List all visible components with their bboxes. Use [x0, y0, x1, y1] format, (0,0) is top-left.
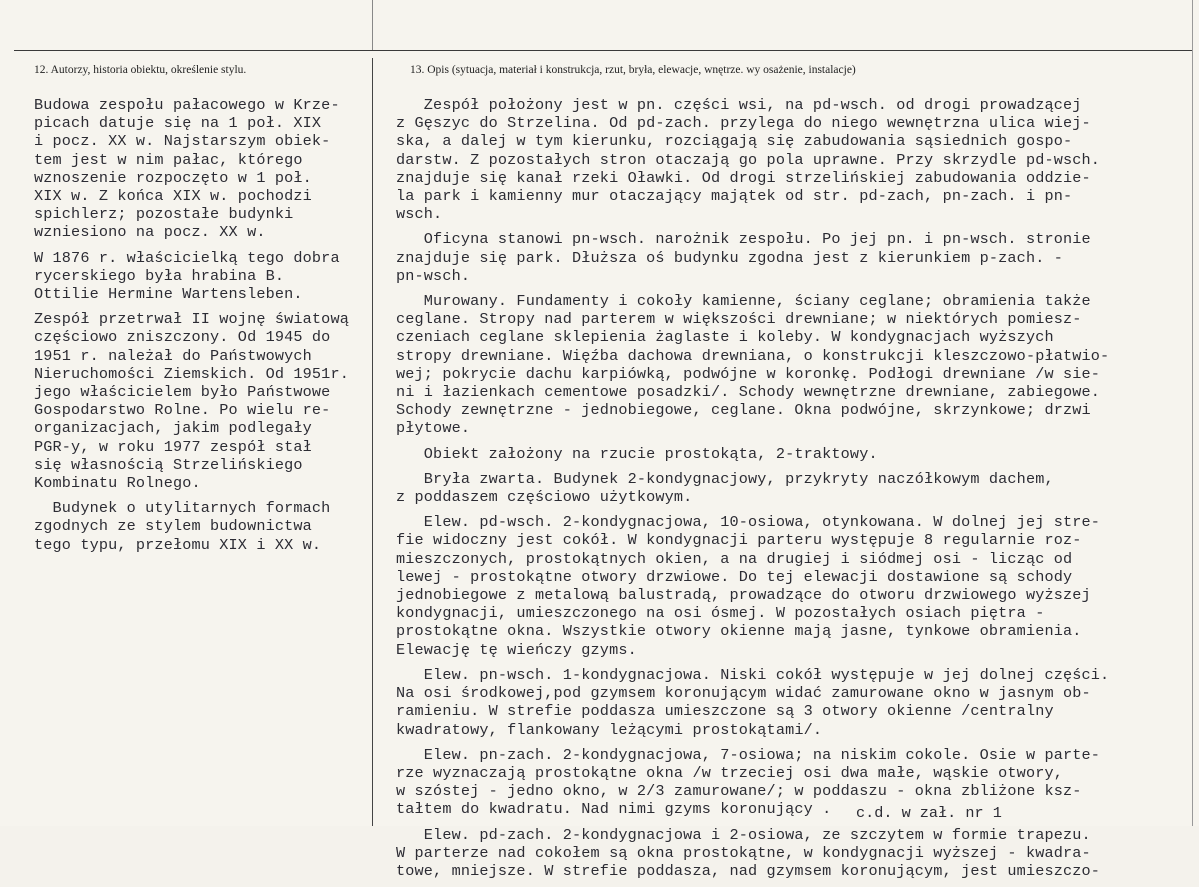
text-line: wzniesiono na pocz. XX w.	[34, 223, 266, 242]
text-line: Elew. pn-zach. 2-kondygnacjowa, 7-osiowa; na niskim cokole. Osie w parte-	[396, 745, 1101, 764]
text-line: Elewację tę wieńczy gzyms.	[396, 640, 637, 659]
text-line: lewej - prostokątne otwory drzwiowe. Do tej elewacji dostawione są schody	[396, 567, 1073, 586]
text-line: Na osi środkowej,pod gzymsem koronującym widać zamurowane okno w jasnym ob-	[396, 684, 1091, 703]
text-line: W parterze nad cokołem są okna prostokątne, w kondygnacji wyższej - kwadra-	[396, 843, 1091, 862]
text-line: ska, a dalej w tym kierunku, rozciągają się zabudowania sąsiednich gospo-	[396, 132, 1073, 151]
text-line: z poddaszem częściowo użytkowym.	[396, 488, 693, 507]
text-line: tałtem do kwadratu. Nad nimi gzyms koronujący .	[396, 800, 832, 819]
text-line: mieszczonych, prostokątnych okien, a na drugiej i siódmej osi - licząc od	[396, 549, 1073, 568]
text-line: i pocz. XX w. Najstarszym obiek-	[34, 132, 331, 151]
paragraph	[34, 249, 374, 304]
description-column	[396, 96, 1156, 887]
text-line: tego typu, przełomu XIX i XX w.	[34, 535, 322, 554]
text-line: płytowe.	[396, 419, 471, 438]
text-line: pn-wsch.	[396, 266, 471, 285]
text-line: zgodnych ze stylem budownictwa	[34, 517, 312, 536]
text-line: ni i łazienkach cementowe posadzki/. Schody wewnętrzne drewniane, zabiegowe.	[396, 383, 1101, 402]
text-line: Nieruchomości Ziemskich. Od 1951r.	[34, 364, 349, 383]
text-line: w szóstej - jedno okno, w 2/3 zamurowane/; w poddaszu - okna zbliżone ksz-	[396, 782, 1082, 801]
text-line: Kombinatu Rolnego.	[34, 474, 201, 493]
text-line: la park i kamienny mur otaczający majątek od str. pd-zach, pn-zach. i pn-	[396, 187, 1073, 206]
text-line: fie widoczny jest cokół. W kondygnacji parteru występuje 8 regularnie roz-	[396, 531, 1082, 550]
text-line: darstw. Z pozostałych stron otaczają go pola uprawne. Przy skrzydle pd-wsch.	[396, 150, 1101, 169]
paragraph	[396, 513, 1156, 659]
text-line: znajduje się kanał rzeki Oławki. Od drogi strzelińskiej zabudowania oddzie-	[396, 168, 1091, 187]
text-line: znajduje się park. Dłuższa oś budynku zgodna jest z kierunkiem p-zach. -	[396, 248, 1064, 267]
text-line: jego właścicielem było Państwowe	[34, 383, 331, 402]
text-line: Schody zewnętrzne - jednobiegowe, ceglane. Okna podwójne, skrzynkowe; drzwi	[396, 401, 1091, 420]
text-line: Murowany. Fundamenty i cokoły kamienne, ściany ceglane; obramienia także	[396, 292, 1091, 311]
text-line: Elew. pd-zach. 2-kondygnacjowa i 2-osiowa, ze szczytem w formie trapezu.	[396, 825, 1091, 844]
text-line: kwadratowy, flankowany leżącymi prostokątami/.	[396, 720, 823, 739]
text-line: Oficyna stanowi pn-wsch. narożnik zespołu. Po jej pn. i pn-wsch. stronie	[396, 230, 1091, 249]
text-line: Budowa zespołu pałacowego w Krze-	[34, 96, 340, 114]
paragraph	[34, 96, 374, 242]
text-line: stropy drewniane. Więźba dachowa drewniana, o konstrukcji kleszczowo-płatwio-	[396, 346, 1110, 365]
text-line: organizacjach, jakim podlegały	[34, 419, 312, 438]
paragraph	[396, 470, 1156, 506]
paragraph	[34, 499, 374, 554]
text-line: się własnością Strzelińskiego	[34, 455, 303, 474]
text-line: PGR-y, w roku 1977 zespół stał	[34, 437, 312, 456]
section-13-header: 13. Opis (sytuacja, materiał i konstrukcja, rzut, bryła, elewacje, wnętrze. wy osażenie, instalacje)	[410, 64, 856, 76]
text-line: W 1876 r. właścicielką tego dobra	[34, 248, 340, 267]
paragraph	[396, 292, 1156, 438]
paragraph	[396, 96, 1156, 223]
text-line: rze wyznaczają prostokątne okna /w trzeciej osi dwa małe, wąskie otwory,	[396, 763, 1064, 782]
header-rule	[14, 50, 1193, 51]
text-line: Gospodarstwo Rolne. Po wielu re-	[34, 401, 331, 420]
text-line: Zespół przetrwał II wojnę światową	[34, 310, 349, 329]
text-line: Ottilie Hermine Wartensleben.	[34, 285, 303, 304]
text-line: spichlerz; pozostałe budynki	[34, 205, 294, 224]
text-line: prostokątne okna. Wszystkie otwory okienne mają jasne, tynkowe obramienia.	[396, 622, 1082, 641]
text-line: Elew. pd-wsch. 2-kondygnacjowa, 10-osiowa, otynkowana. W dolnej jej stre-	[396, 513, 1101, 532]
text-line: czeniach ceglane sklepienia żaglaste i koleby. W kondygnacjach wyższych	[396, 328, 1054, 347]
paragraph	[396, 445, 1156, 463]
paragraph	[396, 230, 1156, 285]
continuation-note: c.d. w zał. nr 1	[856, 804, 1002, 822]
text-line: tem jest w nim pałac, którego	[34, 150, 303, 169]
text-line: Obiekt założony na rzucie prostokąta, 2-traktowy.	[396, 444, 878, 463]
text-line: kondygnacji, umieszczonego na osi ósmej. W pozostałych osiach piętra -	[396, 604, 1045, 623]
history-column	[34, 96, 374, 561]
text-line: wznoszenie rozpoczęto w 1 poł.	[34, 168, 312, 187]
text-line: z Gęszyc do Strzelina. Od pd-zach. przylega do niego wewnętrzna ulica wiej-	[396, 114, 1091, 133]
text-line: 1951 r. należał do Państwowych	[34, 346, 312, 365]
text-line: jednobiegowe z metalową balustradą, prowadzące do otworu drzwiowego wyższej	[396, 586, 1091, 605]
sheet-edge	[1192, 0, 1193, 826]
text-line: wej; pokrycie dachu karpiówką, podwójne w koronkę. Podłogi drewniane /w sie-	[396, 364, 1101, 383]
text-line: Zespół położony jest w pn. części wsi, na pd-wsch. od drogi prowadzącej	[396, 96, 1082, 114]
section-12-header: 12. Autorzy, historia obiektu, określenie stylu.	[34, 64, 247, 76]
paragraph	[396, 666, 1156, 739]
paragraph	[34, 310, 374, 492]
text-line: picach datuje się na 1 poł. XIX	[34, 114, 322, 133]
text-line: Budynek o utylitarnych formach	[34, 499, 331, 518]
text-line: wsch.	[396, 205, 443, 224]
text-line: ramieniu. W strefie poddasza umieszczone są 3 otwory okienne /centralny	[396, 702, 1054, 721]
text-line: Bryła zwarta. Budynek 2-kondygnacjowy, przykryty naczółkowym dachem,	[396, 469, 1054, 488]
text-line: ceglane. Stropy nad parterem w większości drewniane; w niektórych pomiesz-	[396, 310, 1082, 329]
text-line: rycerskiego była hrabina B.	[34, 266, 285, 285]
text-line: Elew. pn-wsch. 1-kondygnacjowa. Niski cokół występuje w jej dolnej części.	[396, 665, 1110, 684]
paragraph	[396, 746, 1156, 819]
text-line: częściowo zniszczony. Od 1945 do	[34, 328, 331, 347]
column-divider-top	[372, 0, 373, 50]
text-line: XIX w. Z końca XIX w. pochodzi	[34, 187, 312, 206]
text-line: towe, mniejsze. W strefie poddasza, nad gzymsem koronującym, jest umieszczo-	[396, 861, 1101, 880]
paragraph	[396, 826, 1156, 881]
